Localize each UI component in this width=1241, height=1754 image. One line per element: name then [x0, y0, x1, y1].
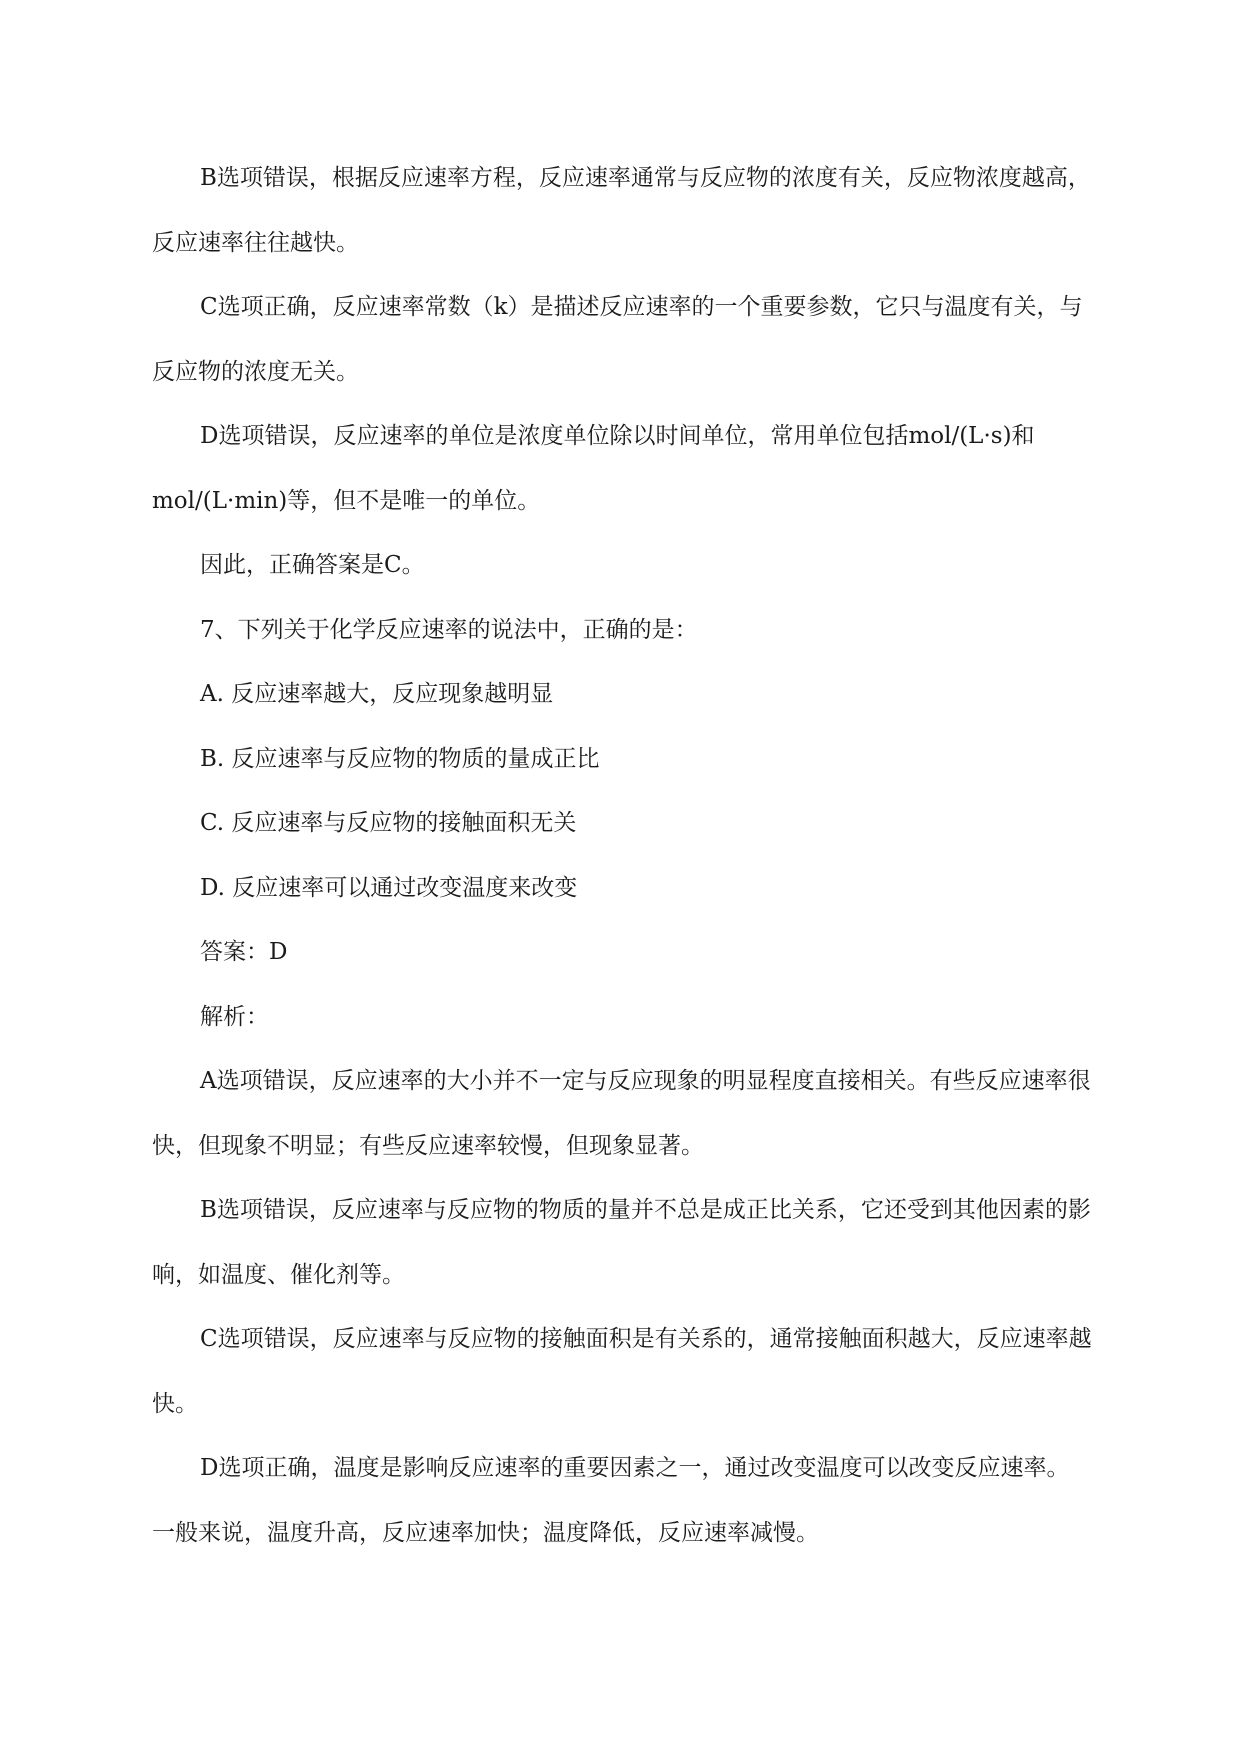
document-body: [152, 146, 1092, 1565]
option-d: D. 反应速率可以通过改变温度来改变: [200, 874, 578, 901]
conclusion-paragraph: 因此，正确答案是C。: [200, 552, 425, 578]
option-b: B. 反应速率与反应物的物质的量成正比: [200, 745, 600, 772]
question-7-stem: 7、下列关于化学反应速率的说法中，正确的是：: [200, 616, 698, 643]
explanation-d-paragraph: D选项错误，反应速率的单位是浓度单位除以时间单位，常用单位包括mol/(L·s)和mol/(L·min)等，但不是唯一的单位。: [152, 423, 1035, 514]
explanation-c-paragraph: C选项正确，反应速率常数（k）是描述反应速率的一个重要参数，它只与温度有关，与反应物的浓度无关。: [152, 294, 1083, 385]
option-a: A. 反应速率越大，反应现象越明显: [200, 681, 554, 707]
analysis-b-paragraph: B选项错误，反应速率与反应物的物质的量并不总是成正比关系，它还受到其他因素的影响，如温度、催化剂等。: [152, 1197, 1091, 1288]
analysis-c-paragraph: C选项错误，反应速率与反应物的接触面积是有关系的，通常接触面积越大，反应速率越快。: [152, 1326, 1092, 1417]
analysis-d-paragraph: D选项正确，温度是影响反应速率的重要因素之一，通过改变温度可以改变反应速率。一般来说，温度升高，反应速率加快；温度降低，反应速率减慢。: [152, 1455, 1070, 1546]
answer-line: 答案：D: [200, 939, 288, 965]
analysis-heading: 解析：: [200, 1003, 269, 1030]
analysis-a-paragraph: A选项错误，反应速率的大小并不一定与反应现象的明显程度直接相关。有些反应速率很快，但现象不明显；有些反应速率较慢，但现象显著。: [152, 1068, 1091, 1159]
explanation-b-paragraph: B选项错误，根据反应速率方程，反应速率通常与反应物的浓度有关，反应物浓度越高，反应速率往往越快。: [152, 165, 1091, 256]
option-c: C. 反应速率与反应物的接触面积无关: [200, 810, 577, 836]
